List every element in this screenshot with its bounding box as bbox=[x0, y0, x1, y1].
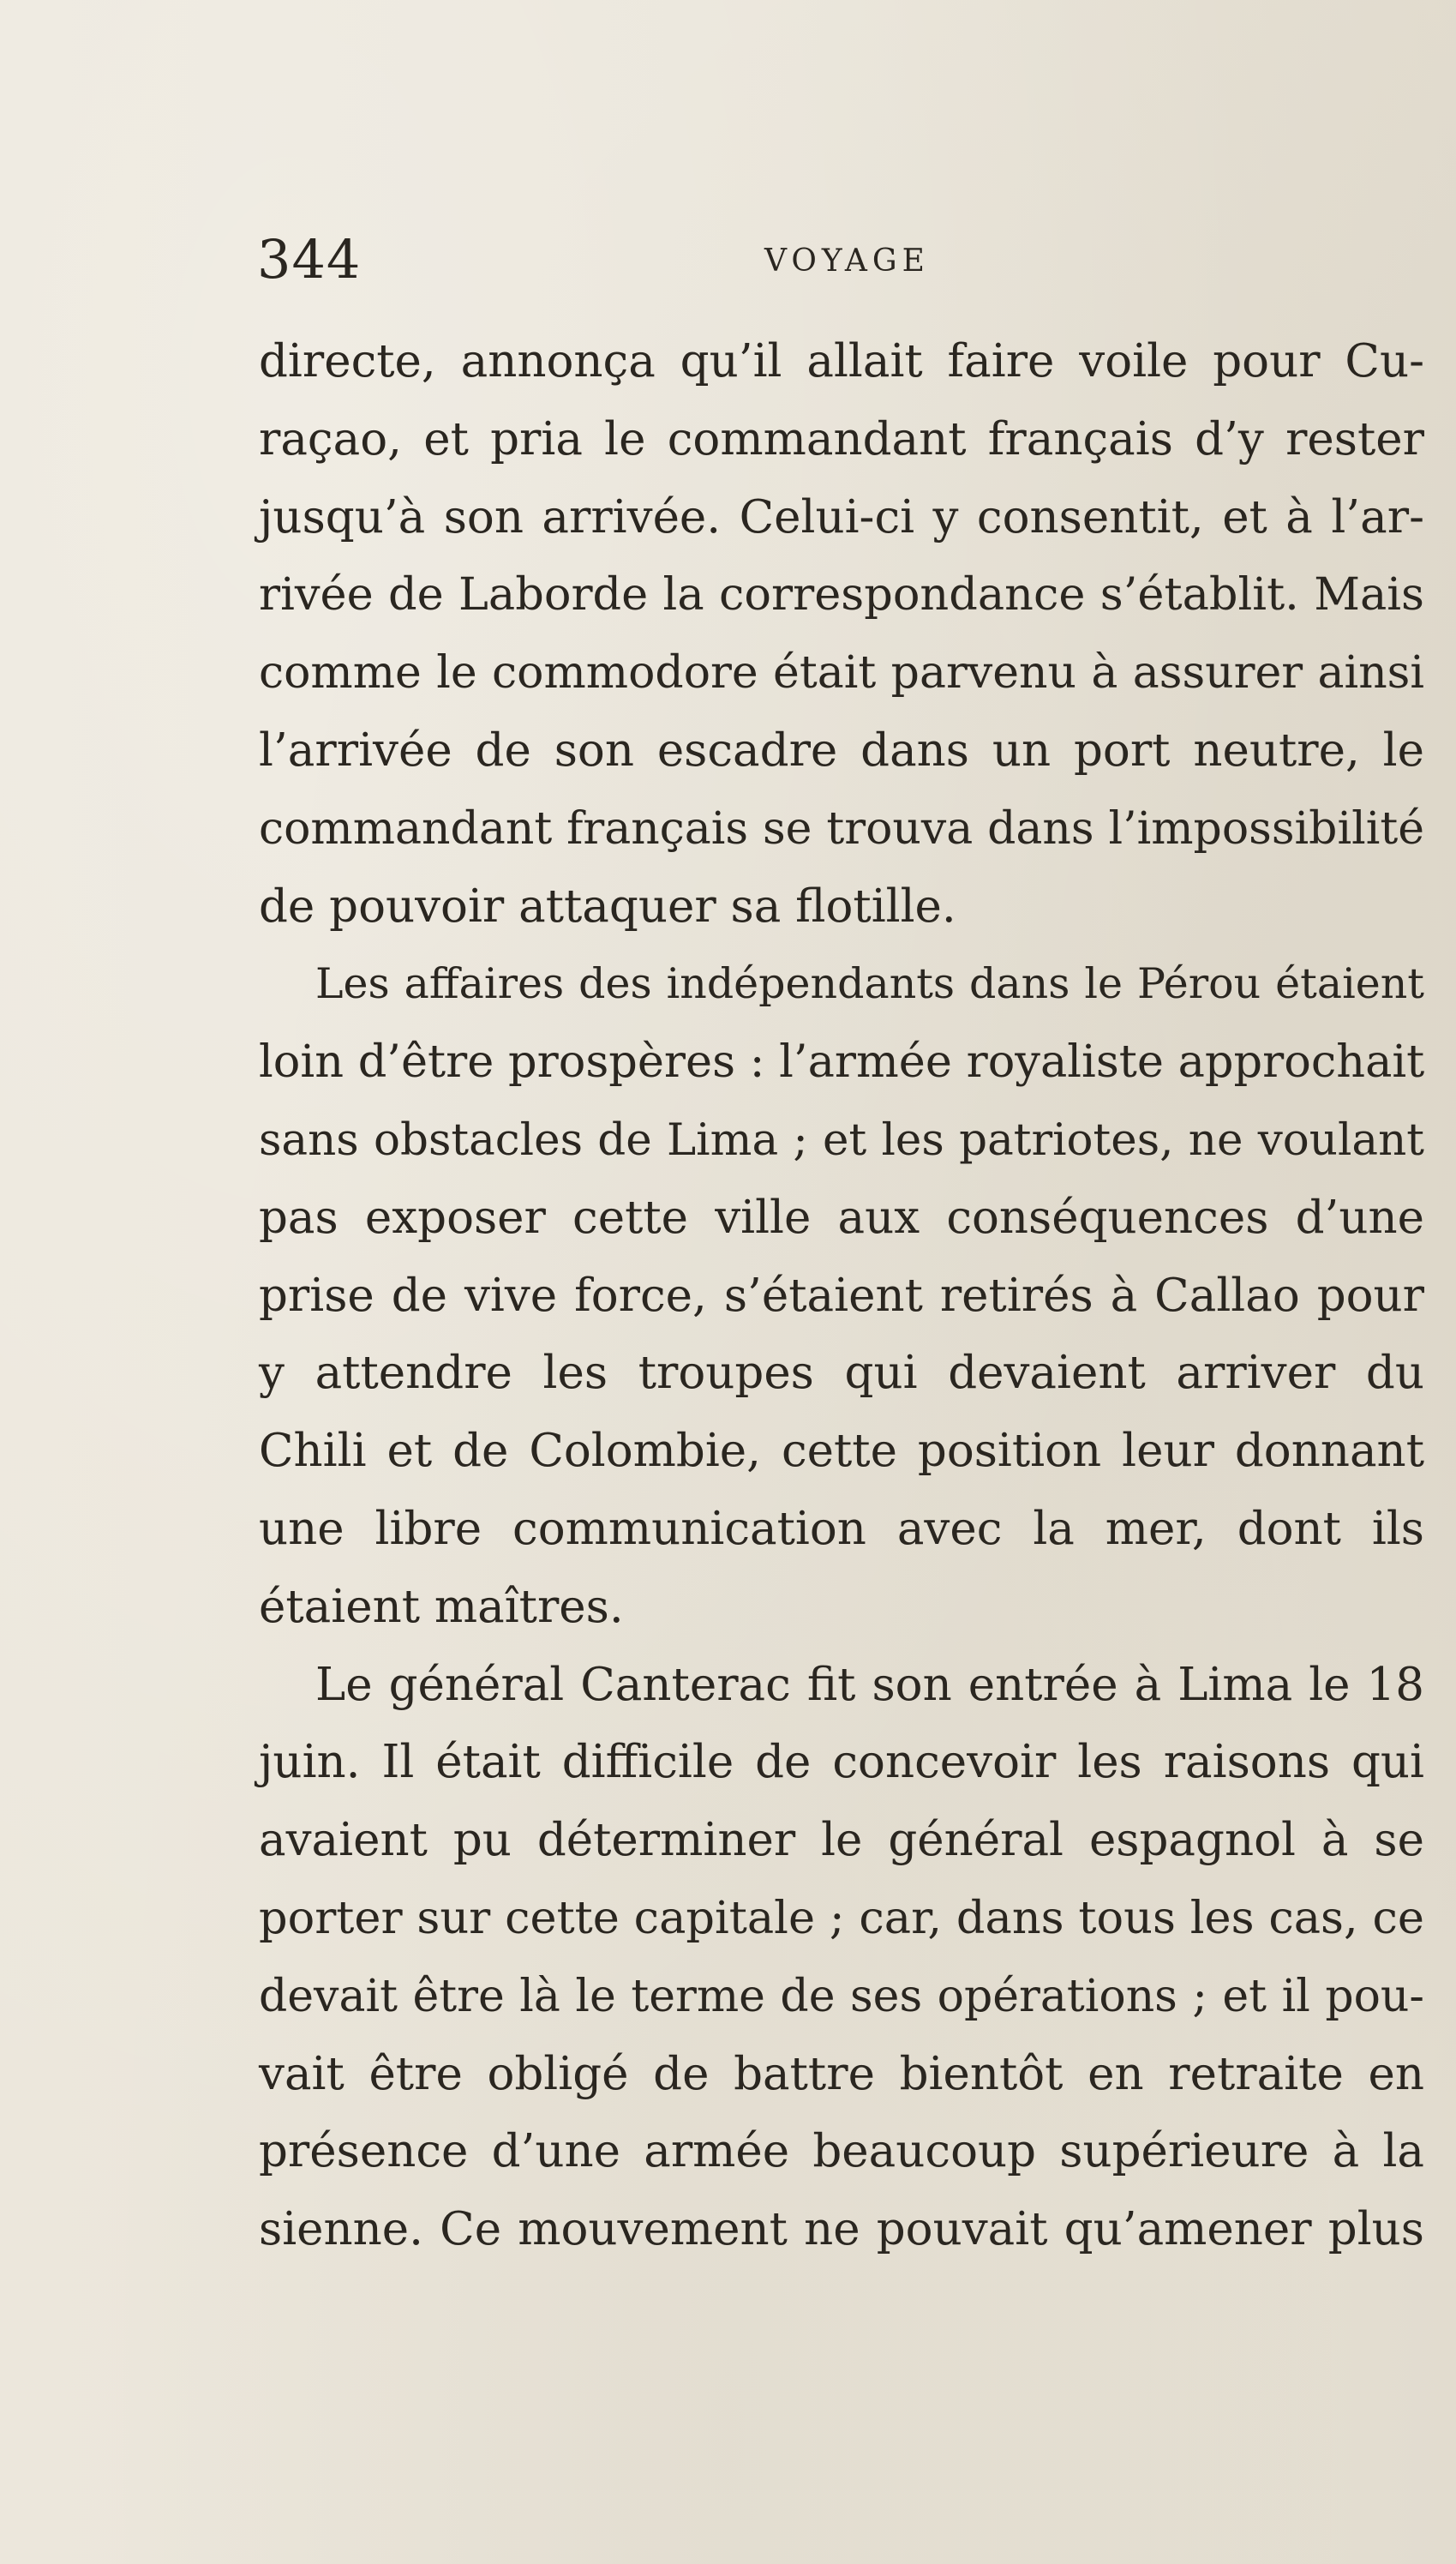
text-line: vait être obligé de battre bientôt en retraite en bbox=[259, 2047, 1424, 2100]
text-line: de pouvoir attaquer sa flotille. bbox=[259, 880, 956, 933]
paragraph-first-line: Les affaires des indépendants dans le Pérou étaient bbox=[315, 959, 1424, 1009]
text-line: y attendre les troupes qui devaient arriver du bbox=[259, 1347, 1424, 1400]
text-line: directe, annonça qu’il allait faire voile pour Cu- bbox=[259, 335, 1424, 387]
text-line: loin d’être prospères : l’armée royaliste approchait bbox=[259, 1036, 1425, 1089]
text-line: raçao, et pria le commandant français d’y rester bbox=[259, 412, 1424, 465]
text-line: présence d’une armée beaucoup supérieure à la bbox=[259, 2125, 1424, 2178]
text-line: pas exposer cette ville aux conséquences d’une bbox=[259, 1191, 1424, 1244]
running-title: VOYAGE bbox=[764, 243, 930, 279]
body-text bbox=[259, 323, 1424, 2269]
text-line: une libre communication avec la mer, dont ils bbox=[259, 1502, 1424, 1555]
text-line: prise de vive force, s’étaient retirés à Callao pour bbox=[259, 1269, 1424, 1322]
text-line: comme le commodore était parvenu à assurer ainsi bbox=[259, 647, 1424, 700]
text-line: rivée de Laborde la correspondance s’établit. Mais bbox=[259, 568, 1424, 621]
text-line: juin. Il était difficile de concevoir les raisons qui bbox=[259, 1736, 1424, 1789]
text-line: jusqu’à son arrivée. Celui-ci y consentit, et à l’ar- bbox=[259, 490, 1424, 543]
page-number: 344 bbox=[257, 228, 362, 291]
text-line: sienne. Ce mouvement ne pouvait qu’amener plus bbox=[259, 2203, 1424, 2256]
paragraph-first-line: Le général Canterac fit son entrée à Lima le 18 bbox=[315, 1658, 1424, 1711]
text-line: étaient maîtres. bbox=[259, 1580, 624, 1633]
text-line: l’arrivée de son escadre dans un port neutre, le bbox=[259, 724, 1424, 777]
text-line: devait être là le terme de ses opérations ; et il pou- bbox=[259, 1970, 1424, 2022]
text-line: sans obstacles de Lima ; et les patriotes, ne voulant bbox=[259, 1114, 1424, 1166]
running-head bbox=[257, 230, 1423, 290]
text-line: porter sur cette capitale ; car, dans tous les cas, ce bbox=[259, 1891, 1424, 1944]
text-line: commandant français se trouva dans l’impossibilité bbox=[259, 802, 1424, 855]
text-line: Chili et de Colombie, cette position leur donnant bbox=[259, 1425, 1424, 1478]
text-line: avaient pu déterminer le général espagnol à se bbox=[259, 1814, 1424, 1867]
